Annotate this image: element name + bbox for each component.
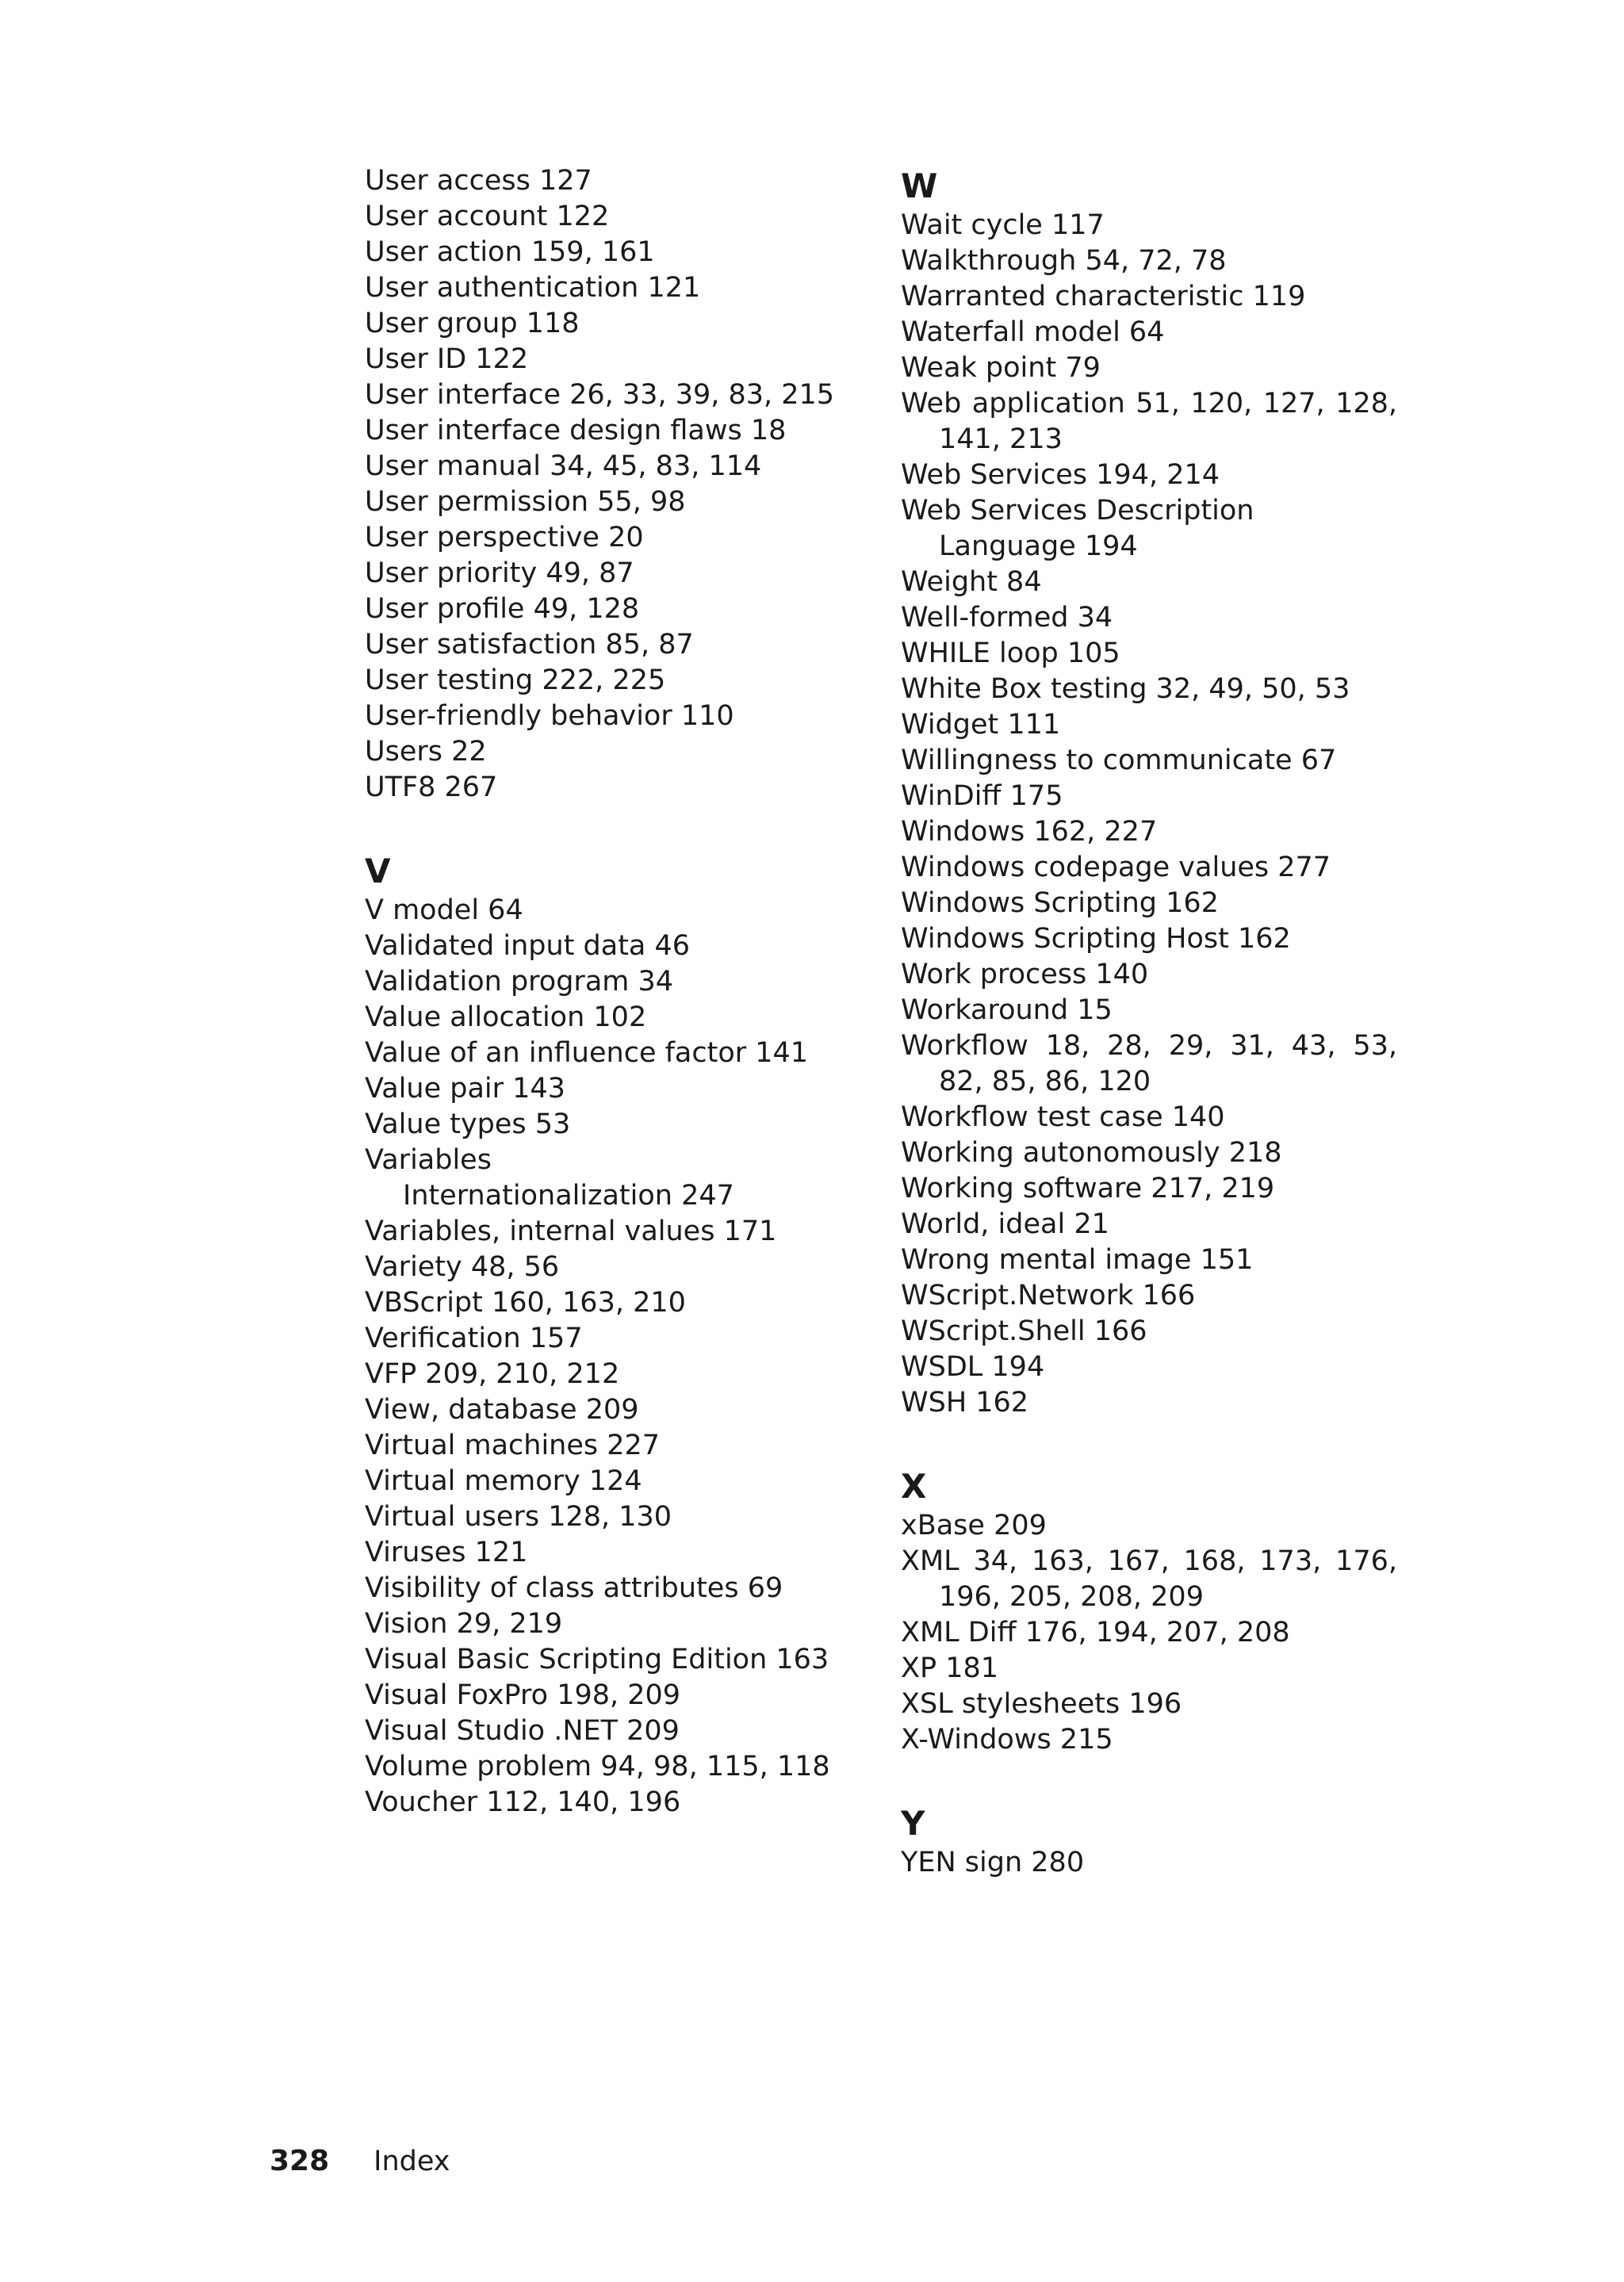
index-entry: Widget 111	[901, 709, 1061, 741]
index-entry: Work process 140	[901, 959, 1149, 990]
index-entry: Virtual machines 227	[365, 1430, 661, 1461]
index-entry: User satisfaction 85, 87	[365, 629, 694, 660]
index-entry: Windows Scripting Host 162	[901, 923, 1291, 955]
index-entry: User profile 49, 128	[365, 593, 640, 625]
page-number: 328	[270, 2145, 330, 2177]
index-entry: X-Windows 215	[901, 1724, 1113, 1756]
index-entry: User authentication 121	[365, 272, 701, 304]
index-entry: User-friendly behavior 110	[365, 700, 734, 732]
index-entry: WHILE loop 105	[901, 638, 1120, 669]
index-entry: User account 122	[365, 201, 610, 232]
index-entry: Validation program 34	[365, 966, 674, 997]
index-entry: WSH 162	[901, 1387, 1029, 1419]
section-letter-x: X	[901, 1467, 927, 1506]
index-entry: Voucher 112, 140, 196	[365, 1786, 681, 1818]
index-entry: Visual Studio .NET 209	[365, 1715, 680, 1747]
index-entry: User manual 34, 45, 83, 114	[365, 450, 762, 482]
running-head: Index	[373, 2146, 450, 2177]
page-footer	[270, 2142, 450, 2181]
index-entry: XML Diff 176, 194, 207, 208	[901, 1617, 1290, 1648]
index-entry: White Box testing 32, 49, 50, 53	[901, 673, 1350, 705]
index-entry: 196, 205, 208, 209	[939, 1581, 1204, 1613]
index-column-left	[365, 163, 920, 1821]
index-entry: Windows Scripting 162	[901, 887, 1219, 919]
index-entry: Web Services Description	[901, 495, 1254, 526]
index-entry: Waterfall model 64	[901, 316, 1165, 348]
index-entry: V model 64	[365, 894, 523, 926]
index-entry: Working autonomously 218	[901, 1137, 1282, 1169]
index-entry: Walkthrough 54, 72, 78	[901, 245, 1227, 277]
index-entry: Virtual memory 124	[365, 1465, 642, 1497]
index-entry: Windows codepage values 277	[901, 852, 1331, 883]
index-entry: Variables	[365, 1144, 492, 1176]
index-entry: User interface design flaws 18	[365, 415, 787, 446]
index-entry: Willingness to communicate 67	[901, 745, 1337, 776]
index-entry: XSL stylesheets 196	[901, 1688, 1182, 1720]
index-entry: Language 194	[939, 530, 1138, 562]
index-entry: User priority 49, 87	[365, 557, 634, 589]
index-column-right	[901, 165, 1456, 1881]
index-entry: WScript.Shell 166	[901, 1315, 1147, 1347]
index-entry: Web application 51, 120, 127, 128,	[901, 388, 1397, 419]
index-entry: Variables, internal values 171	[365, 1216, 777, 1247]
section-letter-w: W	[901, 167, 938, 205]
index-entry: User permission 55, 98	[365, 486, 686, 518]
index-entry: WinDiff 175	[901, 780, 1063, 812]
index-entry: xBase 209	[901, 1510, 1047, 1541]
index-entry: Well-formed 34	[901, 602, 1113, 634]
index-entry: WSDL 194	[901, 1351, 1045, 1383]
index-entry: Workaround 15	[901, 994, 1113, 1026]
index-entry: User interface 26, 33, 39, 83, 215	[365, 379, 835, 411]
index-entry: Vision 29, 219	[365, 1608, 563, 1640]
index-entry: User group 118	[365, 308, 580, 339]
index-entry: User ID 122	[365, 343, 529, 375]
index-entry: Value of an influence factor 141	[365, 1037, 809, 1069]
index-entry: Visibility of class attributes 69	[365, 1572, 783, 1604]
index-entry: Windows 162, 227	[901, 816, 1158, 848]
index-entry: User testing 222, 225	[365, 664, 666, 696]
index-entry: User access 127	[365, 165, 592, 197]
index-entry: XP 181	[901, 1652, 999, 1684]
index-entry: Value allocation 102	[365, 1001, 647, 1033]
index-entry: 82, 85, 86, 120	[939, 1066, 1151, 1097]
index-entry: Working software 217, 219	[901, 1173, 1275, 1204]
index-entry: Internationalization 247	[403, 1180, 734, 1212]
index-entry: Visual FoxPro 198, 209	[365, 1679, 681, 1711]
index-entry: Variety 48, 56	[365, 1251, 560, 1283]
index-entry: Weak point 79	[901, 352, 1101, 384]
index-entry: Viruses 121	[365, 1537, 528, 1568]
index-entry: Validated input data 46	[365, 930, 691, 962]
index-entry: XML 34, 163, 167, 168, 173, 176,	[901, 1545, 1397, 1577]
index-entry: Wait cycle 117	[901, 209, 1105, 241]
index-entry: WScript.Network 166	[901, 1280, 1196, 1311]
section-letter-v: V	[365, 852, 391, 890]
index-entry: Weight 84	[901, 566, 1042, 598]
index-entry: User action 159, 161	[365, 236, 655, 268]
index-entry: Web Services 194, 214	[901, 459, 1220, 491]
index-entry: UTF8 267	[365, 772, 498, 803]
index-entry: Verification 157	[365, 1323, 583, 1354]
index-entry: Value pair 143	[365, 1073, 565, 1105]
index-entry: VBScript 160, 163, 210	[365, 1287, 686, 1319]
index-entry: YEN sign 280	[901, 1847, 1085, 1878]
index-entry: View, database 209	[365, 1394, 639, 1426]
index-entry: World, ideal 21	[901, 1208, 1109, 1240]
index-entry: User perspective 20	[365, 522, 644, 553]
index-entry: Volume problem 94, 98, 115, 118	[365, 1751, 830, 1782]
index-entry: Users 22	[365, 736, 487, 768]
index-entry: VFP 209, 210, 212	[365, 1358, 620, 1390]
index-entry: Value types 53	[365, 1108, 571, 1140]
index-entry: Virtual users 128, 130	[365, 1501, 672, 1533]
index-entry: Workflow 18, 28, 29, 31, 43, 53,	[901, 1030, 1397, 1062]
index-entry: Wrong mental image 151	[901, 1244, 1254, 1276]
index-entry: Workflow test case 140	[901, 1101, 1225, 1133]
index-entry: Visual Basic Scripting Edition 163	[365, 1644, 829, 1675]
index-entry: 141, 213	[939, 423, 1063, 455]
index-entry: Warranted characteristic 119	[901, 281, 1306, 312]
section-letter-y: Y	[901, 1804, 925, 1843]
